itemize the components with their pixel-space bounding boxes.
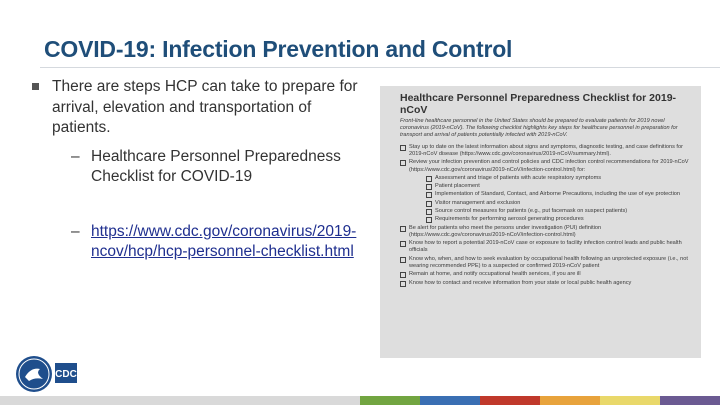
color-bar-segment [240,396,300,405]
checkbox-icon [426,176,432,182]
dash-marker: – [71,147,80,165]
checklist-item-text: Visitor management and exclusion [435,199,521,206]
color-bar-segment [420,396,480,405]
checklist-title: Healthcare Personnel Preparedness Checklist for 2019-nCoV [400,92,677,116]
checklist-item [400,240,691,255]
square-bullet-icon [32,83,39,90]
title-divider [40,67,720,68]
checklist-item [400,256,691,271]
checklist-item-text: Patient placement [435,183,480,190]
checkbox-icon [426,217,432,223]
checkbox-icon [400,226,406,232]
bullet-text: There are steps HCP can take to prepare for arrival, elevation and transportation of patients. [52,78,358,136]
checklist-item [426,175,691,182]
color-bar [0,396,720,405]
checklist-item-text: Remain at home, and notify occupational health services, if you are ill [409,271,581,278]
checklist-item-text: Implementation of Standard, Contact, and Airborne Precautions, including the use of eye protection [435,191,681,198]
checklist-item-text: Review your infection prevention and control policies and CDC infection control recommendations for 2019-nCoV (https://www.cdc.gov/coronavirus/2019-nCoV/infection-control.html) for: [409,159,689,173]
checklist-item [426,200,691,207]
bullet-item [32,77,367,139]
checklist-item-text: Know how to report a potential 2019-nCoV case or exposure to facility infection control leads and public health officials [409,240,682,254]
checklist-item [400,144,691,159]
checklist-item-text: Be alert for patients who meet the persons under investigation (PUI) definition (https://www.cdc.gov/coronavirus/2019-nCoV/infection-control.html) [409,224,602,238]
checklist-intro: Front-line healthcare personnel in the United States should be prepared to evaluate patients for 2019 novel coronavirus (2019-nCoV). The following checklist highlights key steps for healthcare personnel in preparation for transport and arrival of patients potentially infected with 2019-nCoV. [400,118,678,139]
checkbox-icon [400,241,406,247]
checklist-item [400,271,691,278]
checklist-item [426,183,691,190]
checklist-item [400,159,691,174]
checkbox-icon [426,192,432,198]
checkbox-icon [400,281,406,287]
dash-marker: – [71,222,80,240]
checklist-items [400,144,691,287]
cdc-logo [13,353,81,395]
checkbox-icon [400,272,406,278]
bullet-list [32,77,367,263]
color-bar-segment [540,396,600,405]
checklist-item [400,225,691,240]
checklist-item [426,216,691,223]
checklist-image [380,86,701,358]
checklist-item-text: Know how to contact and receive information from your state or local public health agency [409,279,632,286]
checkbox-icon [400,160,406,166]
sub-bullet-item [32,222,367,263]
color-bar-segment [600,396,660,405]
checklist-link[interactable]: https://www.cdc.gov/coronavirus/2019-ncov/hcp/hcp-personnel-checklist.html [91,222,357,260]
checklist-item-text: Assessment and triage of patients with acute respiratory symptoms [435,174,602,181]
checklist-item-text: Know who, when, and how to seek evaluation by occupational health following an unprotected exposure (i.e., not wearing recommended PPE) to a suspected or confirmed 2019-nCoV patient [409,255,688,270]
color-bar-segment [360,396,420,405]
cdc-logo-text: CDC [55,369,77,380]
color-bar-segment [480,396,540,405]
checklist-item-text: Source control measures for patients (e.g., put facemask on suspect patients) [435,207,628,214]
color-bar-segment [300,396,360,405]
checkbox-icon [426,184,432,190]
color-bar-segment [180,396,240,405]
checklist-item-text: Stay up to date on the latest information about signs and symptoms, diagnostic testing, and case definitions for 2019-nCoV disease (https://www.cdc.gov/coronavirus/2019-nCoV/summary.html). [409,143,683,157]
checkbox-icon [400,145,406,151]
checklist-item-text: Requirements for performing aerosol generating procedures [435,216,584,223]
checkbox-icon [400,257,406,263]
slide-title: COVID-19: Infection Prevention and Control [44,36,513,62]
sub-bullet-text: Healthcare Personnel Preparedness Checklist for COVID-19 [91,147,341,185]
checklist-item [426,208,691,215]
checklist-item [426,191,691,198]
color-bar-segment [120,396,180,405]
checklist-item [400,280,691,287]
color-bar-segment [60,396,120,405]
sub-bullet-item [32,147,367,188]
checkbox-icon [426,209,432,215]
color-bar-segment [0,396,60,405]
checkbox-icon [426,201,432,207]
color-bar-segment [660,396,720,405]
